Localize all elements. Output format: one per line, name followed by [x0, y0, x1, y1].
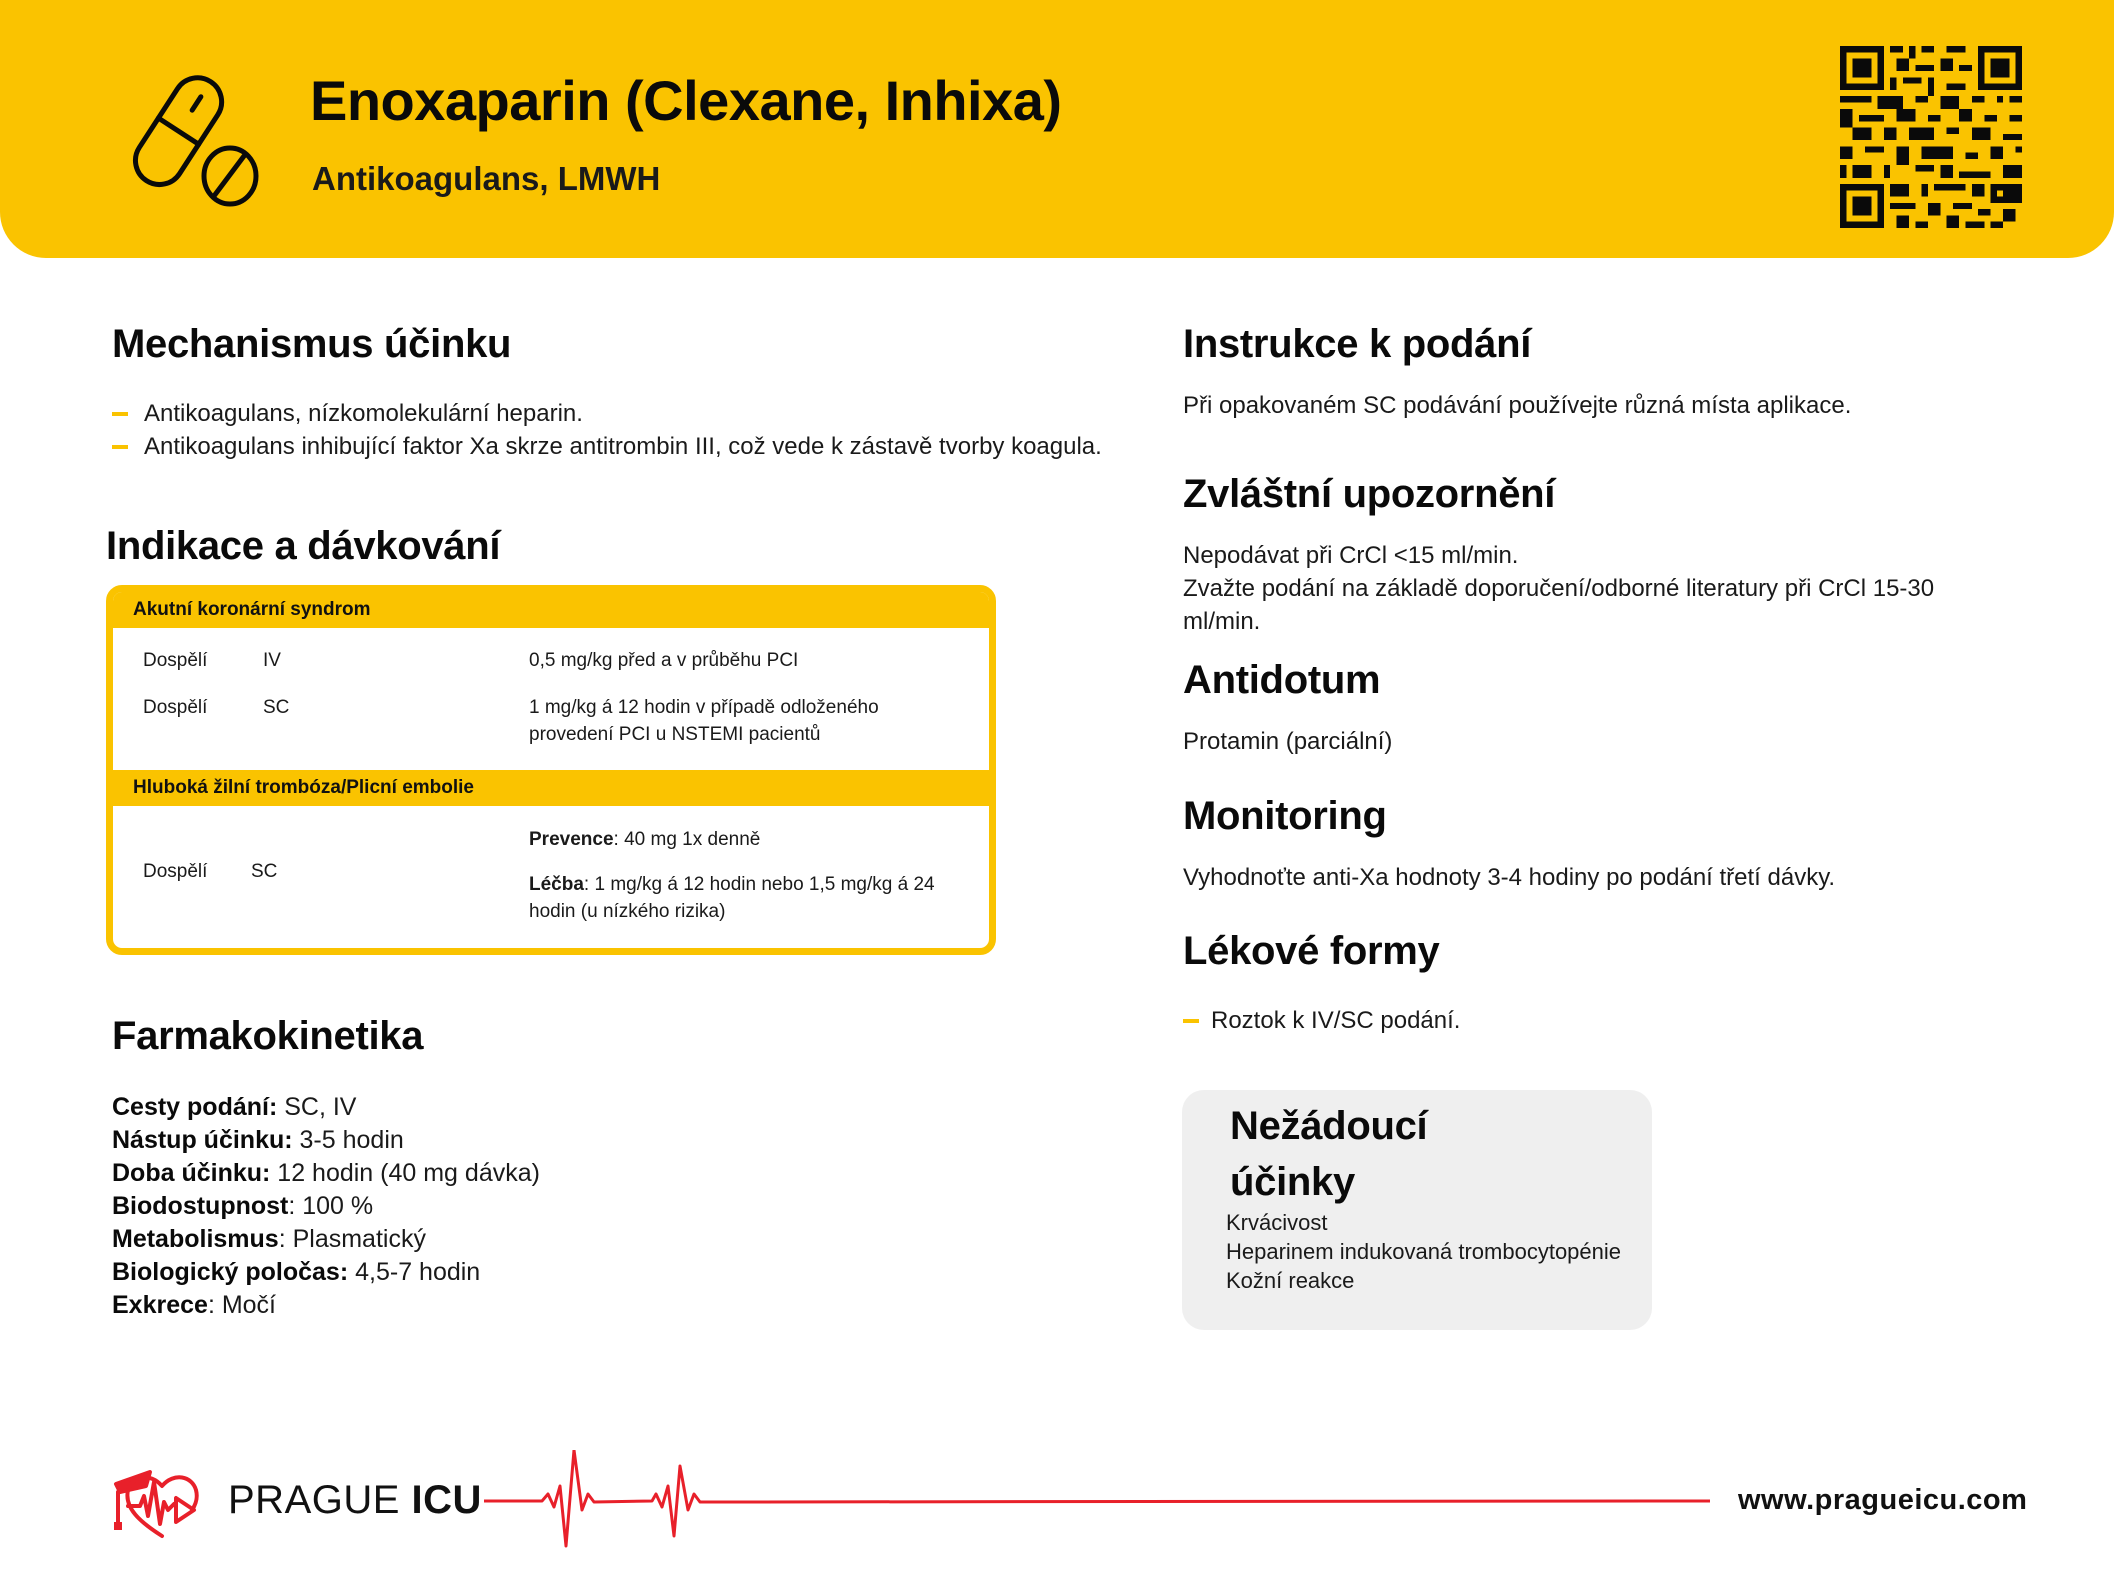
treatment-dose: [529, 871, 969, 925]
indications-heading: Indikace a dávkování: [106, 524, 501, 568]
drug-title: Enoxaparin (Clexane, Inhixa): [310, 69, 1062, 132]
dose-route: SC: [251, 861, 278, 882]
prevention-value: : 40 mg 1x denně: [613, 829, 761, 850]
pk-value: : Močí: [207, 1291, 277, 1319]
pk-item: [112, 1256, 540, 1289]
administration-section: [1183, 322, 2063, 422]
dose-group-title: Hluboká žilní trombóza/Plicní embolie: [113, 770, 989, 806]
adverse-item: Krvácivost: [1226, 1210, 1328, 1235]
pk-list: [112, 1091, 540, 1322]
monitoring-section: [1183, 794, 2083, 894]
pk-item: [112, 1223, 540, 1256]
qr-code-icon[interactable]: [1840, 46, 2022, 228]
pk-item: [112, 1157, 540, 1190]
pill-icon: [118, 72, 268, 212]
antidote-section: [1183, 658, 1392, 758]
warnings-section: [1183, 472, 1983, 638]
mechanism-list: [112, 397, 1102, 463]
mechanism-item: Antikoagulans inhibující faktor Xa skrze antitrombin III, což vede k zástavě tvorby koagula.: [112, 430, 1102, 463]
dose-value: 1 mg/kg á 12 hodin v případě odloženého provedení PCI u NSTEMI pacientů: [529, 697, 879, 745]
treatment-value: : 1 mg/kg á 12 hodin nebo 1,5 mg/kg á 24 hodin (u nízkého rizika): [529, 874, 935, 922]
adverse-item: Kožní reakce: [1226, 1268, 1355, 1293]
dosing-table: [106, 585, 996, 955]
administration-text: Při opakovaném SC podávání používejte různá místa aplikace.: [1183, 392, 1852, 419]
adverse-effects-card: [1182, 1090, 1652, 1330]
pk-value: SC, IV: [277, 1093, 357, 1121]
ecg-line-icon: [484, 1450, 1710, 1550]
dose-value: 0,5 mg/kg před a v průběhu PCI: [529, 650, 799, 671]
forms-list: [1183, 1004, 1460, 1037]
dose-value: [529, 826, 979, 925]
dose-row: [113, 638, 989, 684]
mechanism-heading: Mechanismus účinku: [112, 322, 512, 366]
pk-value: : Plasmatický: [278, 1225, 426, 1253]
dose-population: Dospělí: [143, 650, 208, 671]
adverse-list: [1226, 1208, 1621, 1295]
adverse-heading-line: Nežádoucí: [1230, 1104, 1428, 1148]
pk-label: Cesty podání:: [112, 1093, 278, 1121]
treatment-label: Léčba: [529, 874, 584, 895]
header-banner: [0, 0, 2114, 258]
pk-item: [112, 1091, 540, 1124]
pharmacokinetics-heading: Farmakokinetika: [112, 1014, 424, 1058]
monitoring-heading: Monitoring: [1183, 794, 1387, 838]
pk-value: 12 hodin (40 mg dávka): [270, 1159, 540, 1187]
adverse-item: Heparinem indukovaná trombocytopénie: [1226, 1239, 1622, 1264]
pk-label: Biodostupnost: [112, 1192, 289, 1220]
forms-heading: Lékové formy: [1183, 929, 1440, 973]
brand-light: PRAGUE: [228, 1478, 412, 1522]
pk-label: Metabolismus: [112, 1225, 279, 1253]
pk-label: Biologický poločas:: [112, 1258, 349, 1286]
prevention-label: Prevence: [529, 829, 614, 850]
forms-section: [1183, 929, 1460, 1037]
pk-label: Doba účinku:: [112, 1159, 271, 1187]
brand-bold: ICU: [411, 1478, 482, 1522]
prevention-dose: [529, 826, 979, 853]
dose-population: Dospělí: [143, 697, 208, 718]
warning-line: Nepodávat při CrCl <15 ml/min.: [1183, 542, 1519, 569]
pk-label: Nástup účinku:: [112, 1126, 293, 1154]
prague-icu-logo-icon: [110, 1462, 214, 1546]
warning-line: Zvažte podání na základě doporučení/odborné literatury při CrCl 15-30 ml/min.: [1183, 575, 1935, 635]
pk-item: [112, 1190, 540, 1223]
dose-route: IV: [263, 650, 281, 671]
antidote-heading: Antidotum: [1183, 658, 1381, 702]
website-link[interactable]: www.pragueicu.com: [1738, 1484, 2028, 1516]
mechanism-item: Antikoagulans, nízkomolekulární heparin.: [112, 397, 1092, 430]
forms-item: Roztok k IV/SC podání.: [1183, 1004, 1460, 1037]
dose-group-title: Akutní koronární syndrom: [113, 592, 989, 628]
mechanism-section: [112, 322, 1102, 463]
antidote-text: Protamin (parciální): [1183, 728, 1393, 755]
pk-item: [112, 1289, 540, 1322]
dose-route: SC: [263, 697, 290, 718]
pk-value: : 100 %: [288, 1192, 374, 1220]
dose-population: Dospělí: [143, 861, 208, 882]
pk-value: 3-5 hodin: [292, 1126, 404, 1154]
dose-row: [113, 806, 989, 946]
dose-row: [113, 684, 989, 770]
pharmacokinetics-section: [112, 1014, 540, 1322]
indications-section: [106, 524, 500, 569]
monitoring-text: Vyhodnoťte anti-Xa hodnoty 3-4 hodiny po podání třetí dávky.: [1183, 864, 1836, 891]
pk-label: Exkrece: [112, 1291, 208, 1319]
pk-item: [112, 1124, 540, 1157]
drug-class: Antikoagulans, LMWH: [312, 160, 661, 197]
warnings-heading: Zvláštní upozornění: [1183, 472, 1556, 516]
brand-name: [228, 1478, 482, 1523]
adverse-heading: [1230, 1098, 1427, 1210]
adverse-heading-line: účinky: [1230, 1160, 1355, 1204]
administration-heading: Instrukce k podání: [1183, 322, 1532, 366]
pk-value: 4,5-7 hodin: [348, 1258, 481, 1286]
